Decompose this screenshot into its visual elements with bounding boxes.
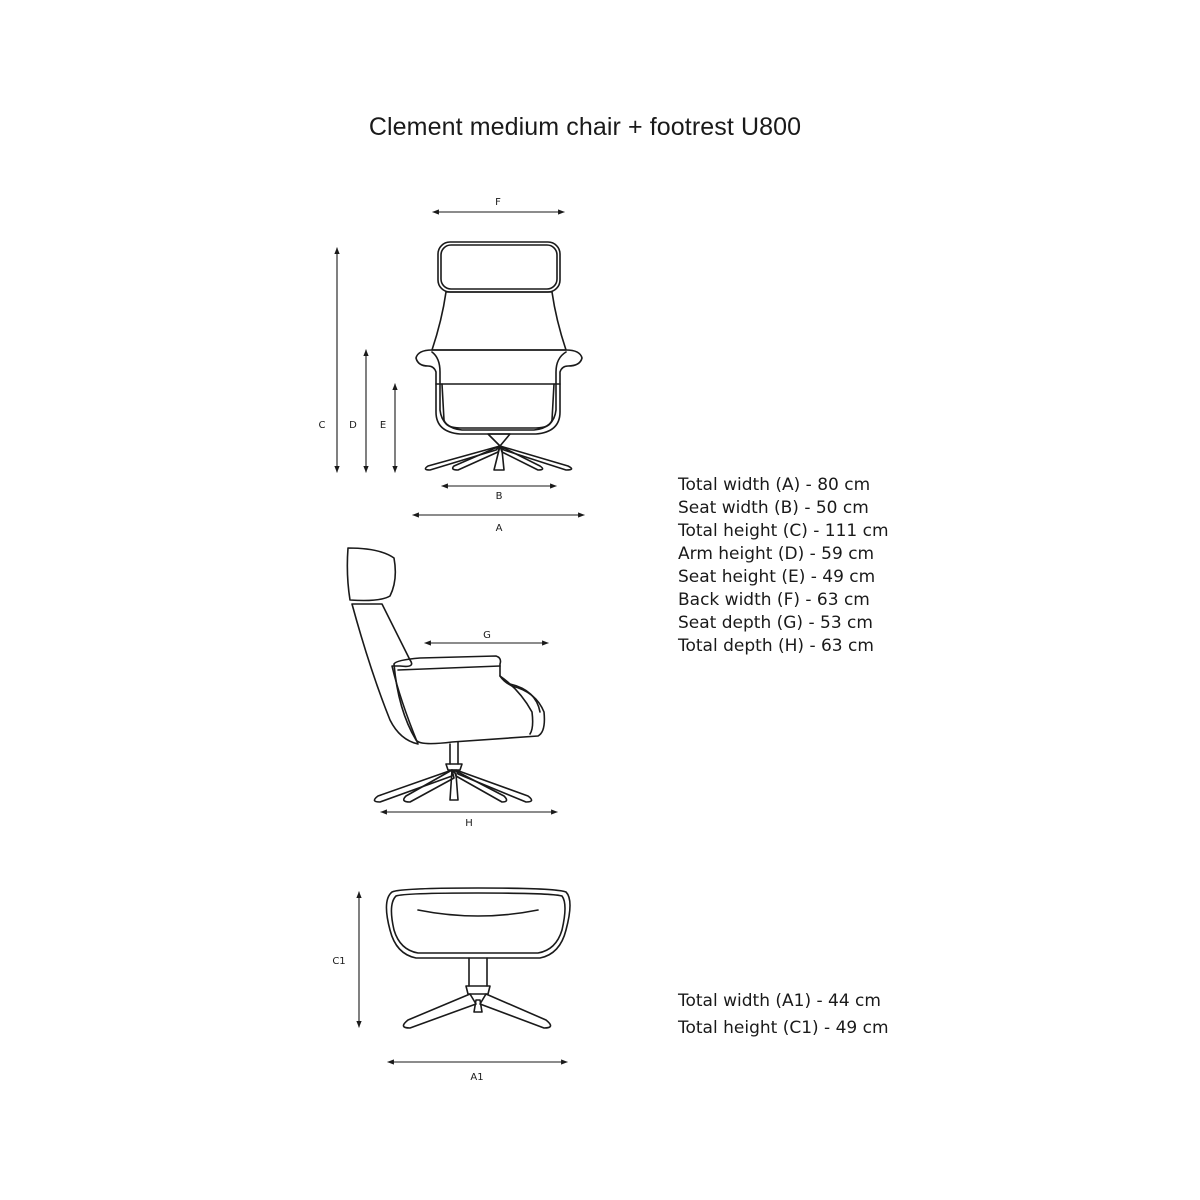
seat-cushion-front [442, 384, 554, 428]
footrest-leg-left [403, 994, 476, 1028]
backrest-front [432, 292, 566, 350]
footrest-dimensions [332, 892, 567, 1083]
spec-seat-width: Seat width (B) - 50 cm [678, 498, 869, 518]
chair-side-view [347, 548, 544, 802]
spec-seat-height: Seat height (E) - 49 cm [678, 567, 876, 587]
leg-front-right [500, 446, 572, 470]
spec-footrest-height: Total height (C1) - 49 cm [678, 1018, 889, 1038]
spec-arm-height: Arm height (D) - 59 cm [678, 544, 875, 564]
leg-front-left [425, 446, 500, 470]
dim-label-c: C [318, 420, 326, 431]
page-title: Clement medium chair + footrest U800 [368, 113, 802, 141]
dim-label-b: B [495, 491, 503, 502]
dim-label-a1: A1 [470, 1072, 484, 1083]
chair-spec-list [678, 474, 889, 658]
dim-label-a: A [495, 523, 503, 534]
spec-back-width: Back width (F) - 63 cm [678, 590, 870, 610]
footrest-cushion [386, 888, 570, 958]
dim-label-h: H [465, 818, 473, 829]
spec-total-width: Total width (A) - 80 cm [678, 475, 871, 495]
footrest-view [386, 888, 570, 1028]
spec-footrest-width: Total width (A1) - 44 cm [678, 991, 881, 1011]
dim-label-f: F [495, 197, 501, 208]
dim-label-g: G [483, 630, 491, 641]
dim-label-d: D [349, 420, 357, 431]
chair-front-view [416, 242, 582, 470]
front-dimensions [319, 197, 584, 534]
footrest-spec-list [678, 988, 889, 1042]
headrest-side [347, 548, 395, 601]
footrest-leg-right [480, 994, 551, 1028]
spec-total-height: Total height (C) - 111 cm [678, 521, 889, 541]
dim-label-c1: C1 [332, 956, 346, 967]
spec-seat-depth: Seat depth (G) - 53 cm [678, 613, 873, 633]
dim-label-e: E [379, 420, 387, 431]
headrest-front [438, 242, 560, 292]
spec-total-depth: Total depth (H) - 63 cm [678, 636, 874, 656]
